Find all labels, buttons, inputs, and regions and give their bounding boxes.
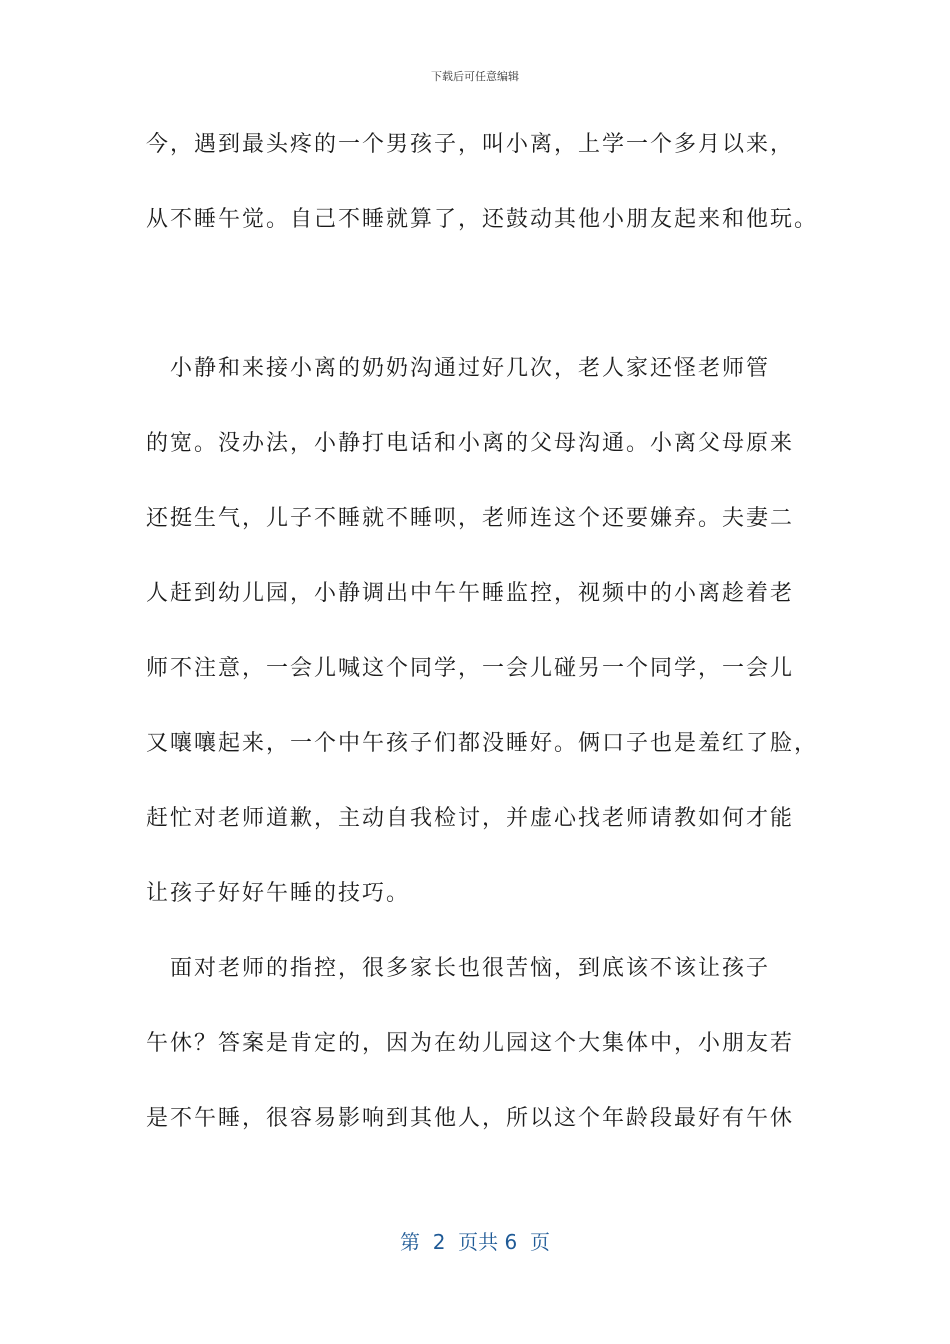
page-header-note: 下载后可任意编辑 bbox=[431, 70, 519, 83]
text-line: 今，遇到最头疼的一个男孩子，叫小离，上学一个多月以来， bbox=[146, 132, 795, 157]
text-line: 面对老师的指控，很多家长也很苦恼，到底该不该让孩子 bbox=[146, 956, 771, 981]
text-line: 的宽。没办法，小静打电话和小离的父母沟通。小离父母原来 bbox=[146, 431, 795, 456]
text-line: 小静和来接小离的奶奶沟通过好几次，老人家还怪老师管 bbox=[146, 356, 771, 381]
text-line: 午休？答案是肯定的，因为在幼儿园这个大集体中，小朋友若 bbox=[146, 1031, 795, 1056]
text-line: 又嚷嚷起来，一个中午孩子们都没睡好。俩口子也是羞红了脸， bbox=[146, 731, 819, 756]
text-line: 人赶到幼儿园，小静调出中午午睡监控，视频中的小离趁着老 bbox=[146, 581, 795, 606]
text-line: 是不午睡，很容易影响到其他人，所以这个年龄段最好有午休 bbox=[146, 1106, 795, 1131]
page-number-footer: 第 2 页共 6 页 bbox=[400, 1230, 550, 1254]
text-line: 师不注意，一会儿喊这个同学，一会儿碰另一个同学，一会儿 bbox=[146, 656, 795, 681]
text-line: 从不睡午觉。自己不睡就算了，还鼓动其他小朋友起来和他玩。 bbox=[146, 207, 819, 232]
text-line: 让孩子好好午睡的技巧。 bbox=[146, 881, 411, 906]
text-line: 赶忙对老师道歉，主动自我检讨，并虚心找老师请教如何才能 bbox=[146, 806, 795, 831]
text-line: 还挺生气，儿子不睡就不睡呗，老师连这个还要嫌弃。夫妻二 bbox=[146, 506, 795, 531]
